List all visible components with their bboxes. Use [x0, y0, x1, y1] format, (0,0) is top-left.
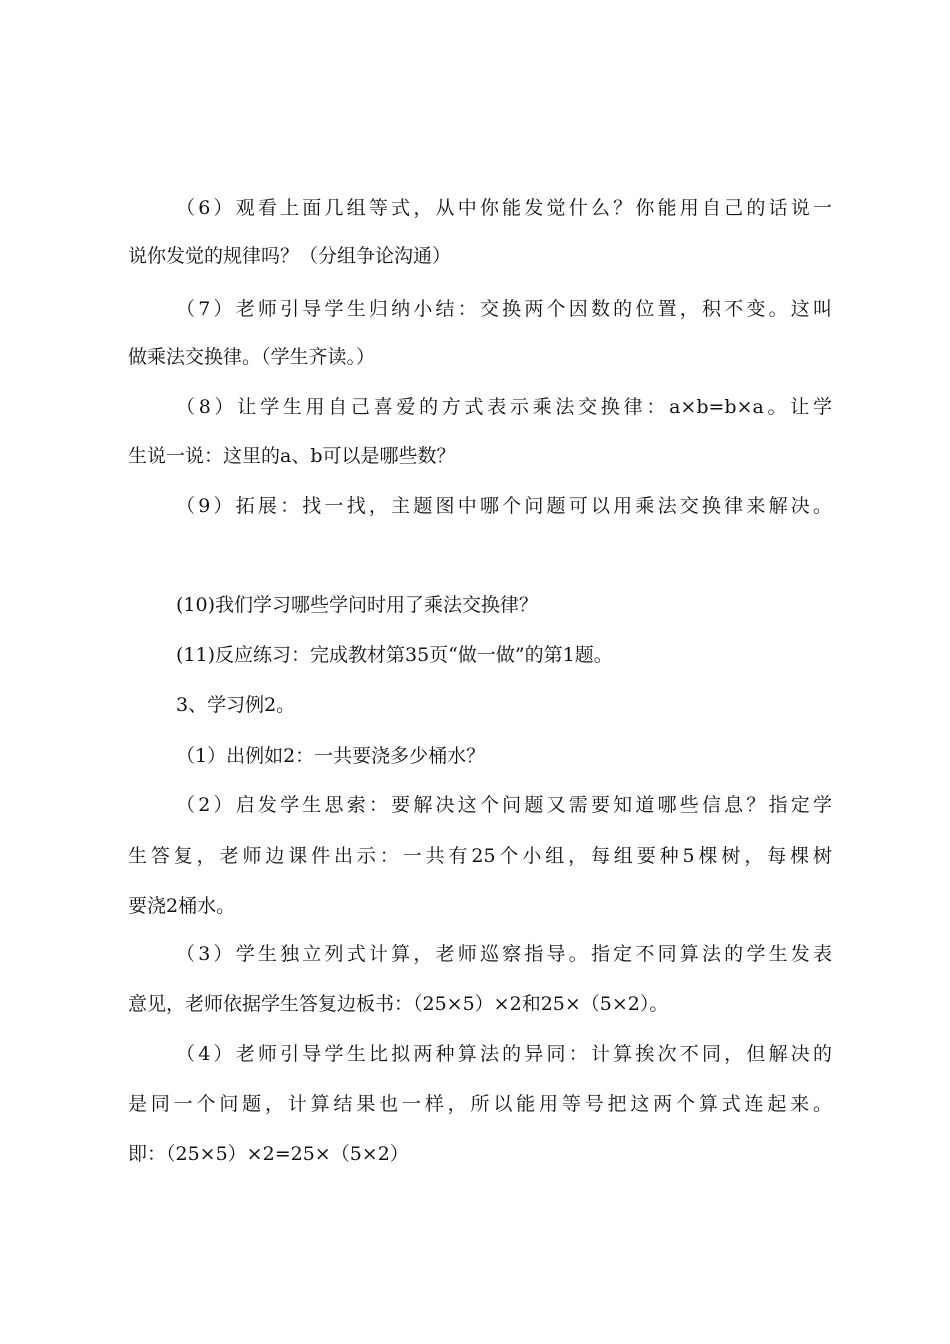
step-2-line-3: 要浇2桶水。	[128, 895, 236, 917]
paragraph-6-line-1: （6）观看上面几组等式，从中你能发觉什么？你能用自己的话说一	[176, 197, 832, 219]
paragraph-11: (11)反应练习：完成教材第35页“做一做”的第1题。	[176, 644, 613, 666]
paragraph-9: （9）拓展：找一找，主题图中哪个问题可以用乘法交换律来解决。	[176, 495, 832, 517]
paragraph-8-line-2: 生说一说：这里的a、b可以是哪些数？	[128, 445, 456, 467]
paragraph-8-line-1: （8）让学生用自己喜爱的方式表示乘法交换律：a×b=b×a。让学	[176, 396, 832, 418]
step-4-line-1: （4）老师引导学生比拟两种算法的异同：计算挨次不同，但解决的	[176, 1043, 832, 1065]
step-3-line-2: 意见，老师依据学生答复边板书：（25×5）×2和25×（5×2）。	[128, 993, 669, 1015]
paragraph-7-line-1: （7）老师引导学生归纳小结：交换两个因数的位置，积不变。这叫	[176, 298, 832, 320]
step-3-line-1: （3）学生独立列式计算，老师巡察指导。指定不同算法的学生发表	[176, 943, 832, 965]
step-2-line-2: 生答复，老师边课件出示：一共有25个小组，每组要种5棵树，每棵树	[128, 845, 832, 867]
step-4-line-2: 是同一个问题，计算结果也一样，所以能用等号把这两个算式连起来。	[128, 1093, 832, 1115]
step-1: （1）出例如2：一共要浇多少桶水？	[176, 745, 486, 767]
paragraph-10: (10)我们学习哪些学问时用了乘法交换律？	[176, 594, 539, 616]
paragraph-6-line-2: 说你发觉的规律吗？（分组争论沟通）	[128, 245, 452, 267]
step-2-line-1: （2）启发学生思索：要解决这个问题又需要知道哪些信息？指定学	[176, 794, 832, 816]
step-4-line-3: 即：（25×5）×2=25×（5×2）	[128, 1143, 409, 1165]
section-heading-example-2: 3、学习例2。	[176, 694, 296, 716]
paragraph-7-line-2: 做乘法交换律。（学生齐读。）	[128, 346, 376, 368]
